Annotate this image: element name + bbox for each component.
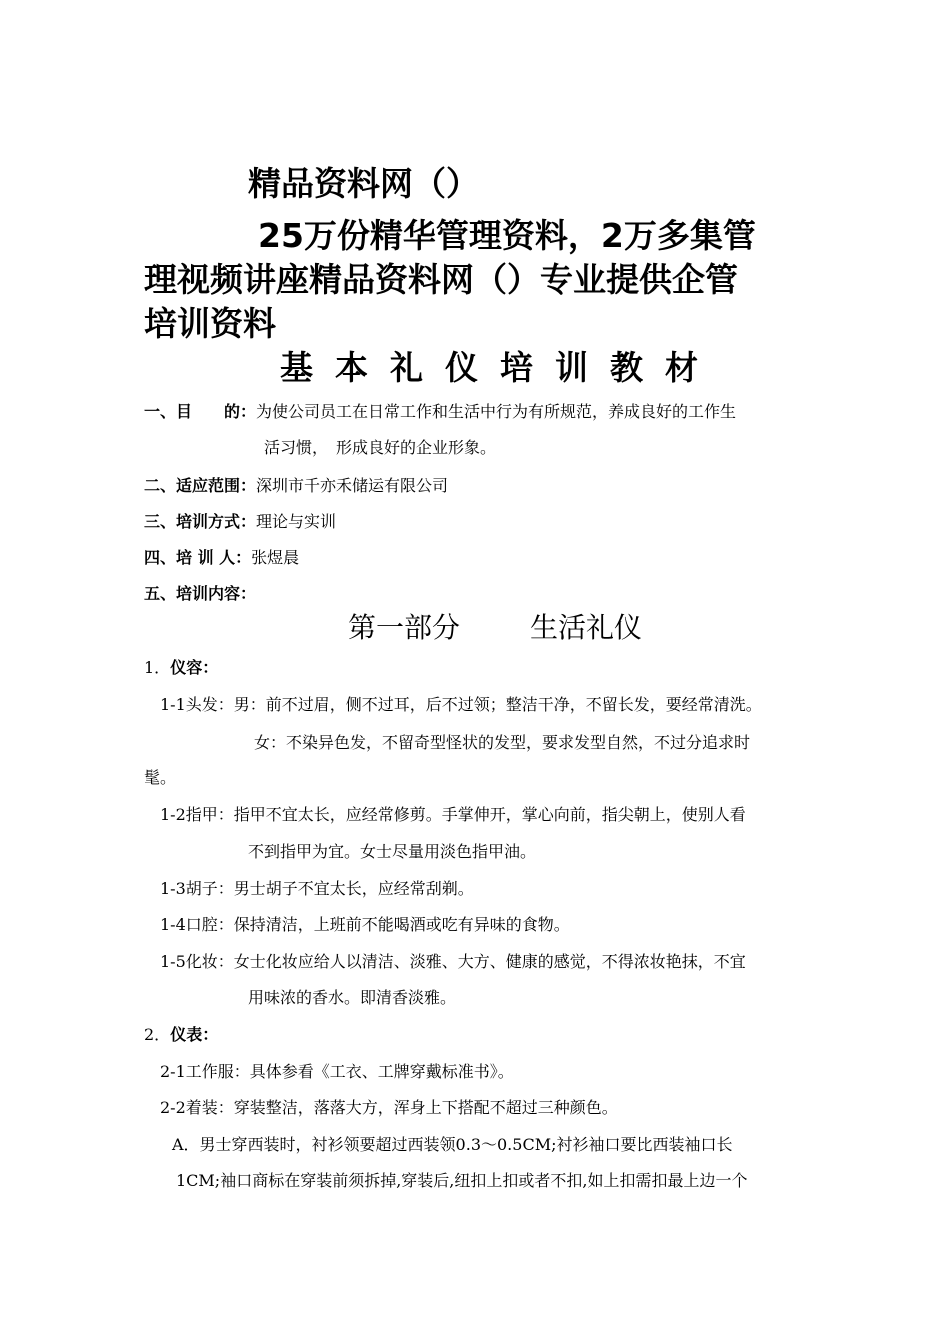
header-line-4: 培训资料	[144, 304, 276, 343]
method-row	[144, 510, 336, 534]
uniform-line: 2-1工作服：具体参看《工衣、工牌穿戴标准书》。	[160, 1062, 514, 1081]
trainer-row	[144, 546, 299, 570]
section-2-heading	[144, 1023, 218, 1047]
section-2-title: 仪表：	[170, 1025, 219, 1044]
suit-line-1: A．男士穿西装时，衬衫领要超过西装领0.3～0.5CM;衬衫袖口要比西装袖口长	[172, 1135, 733, 1154]
mouth-line: 1-4口腔：保持清洁，上班前不能喝酒或吃有异味的食物。	[160, 915, 570, 934]
method-label: 三、培训方式：	[144, 512, 257, 531]
part-heading	[0, 608, 950, 648]
purpose-label: 一、目 的：	[144, 402, 257, 421]
part-label: 第一部分	[347, 611, 460, 644]
nail-line-1: 1-2指甲：指甲不宜太长，应经常修剪。手掌伸开，掌心向前，指尖朝上，使别人看	[160, 805, 746, 824]
hair-line-3: 髦。	[144, 768, 177, 787]
suit-line-2: 1CM;袖口商标在穿装前须拆掉,穿装后,纽扣上扣或者不扣,如上扣需扣最上边一个	[176, 1171, 748, 1190]
content-label: 五、培训内容：	[144, 584, 257, 603]
beard-line: 1-3胡子：男士胡子不宜太长，应经常刮剃。	[160, 879, 474, 898]
purpose-text-2: 活习惯， 形成良好的企业形象。	[264, 438, 497, 457]
hair-line-1: 1-1头发：男：前不过眉，侧不过耳，后不过领；整洁干净，不留长发，要经常清洗。	[160, 695, 762, 714]
part-title: 生活礼仪	[530, 611, 643, 644]
section-2-number: 2．	[144, 1025, 171, 1044]
purpose-row	[144, 400, 736, 424]
purpose-text-1: 为使公司员工在日常工作和生活中行为有所规范，养成良好的工作生	[256, 402, 737, 421]
trainer-label: 四、培 训 人：	[144, 548, 252, 567]
scope-row	[144, 474, 448, 498]
scope-label: 二、适应范围：	[144, 476, 257, 495]
header-line-1: 精品资料网（）	[248, 164, 479, 203]
dress-line: 2-2着装：穿装整洁，落落大方，浑身上下搭配不超过三种颜色。	[160, 1098, 618, 1117]
method-text: 理论与实训	[256, 512, 337, 531]
header-line-3: 理视频讲座精品资料网（）专业提供企管	[144, 260, 738, 299]
document-title: 基本礼仪培训教材	[280, 348, 720, 387]
content-row	[144, 582, 256, 606]
nail-line-2: 不到指甲为宜。女士尽量用淡色指甲油。	[248, 842, 537, 861]
trainer-text: 张煜晨	[251, 548, 300, 567]
hair-line-2: 女：不染异色发，不留奇型怪状的发型，要求发型自然，不过分追求时	[254, 733, 751, 752]
header-line-2: 25万份精华管理资料，2万多集管	[258, 216, 756, 255]
section-1-title: 仪容：	[170, 658, 219, 677]
scope-text: 深圳市千亦禾储运有限公司	[256, 476, 449, 495]
makeup-line-2: 用味浓的香水。即清香淡雅。	[248, 988, 457, 1007]
section-1-heading	[144, 656, 218, 680]
section-1-number: 1．	[144, 658, 171, 677]
makeup-line-1: 1-5化妆：女士化妆应给人以清洁、淡雅、大方、健康的感觉，不得浓妆艳抹，不宜	[160, 952, 746, 971]
